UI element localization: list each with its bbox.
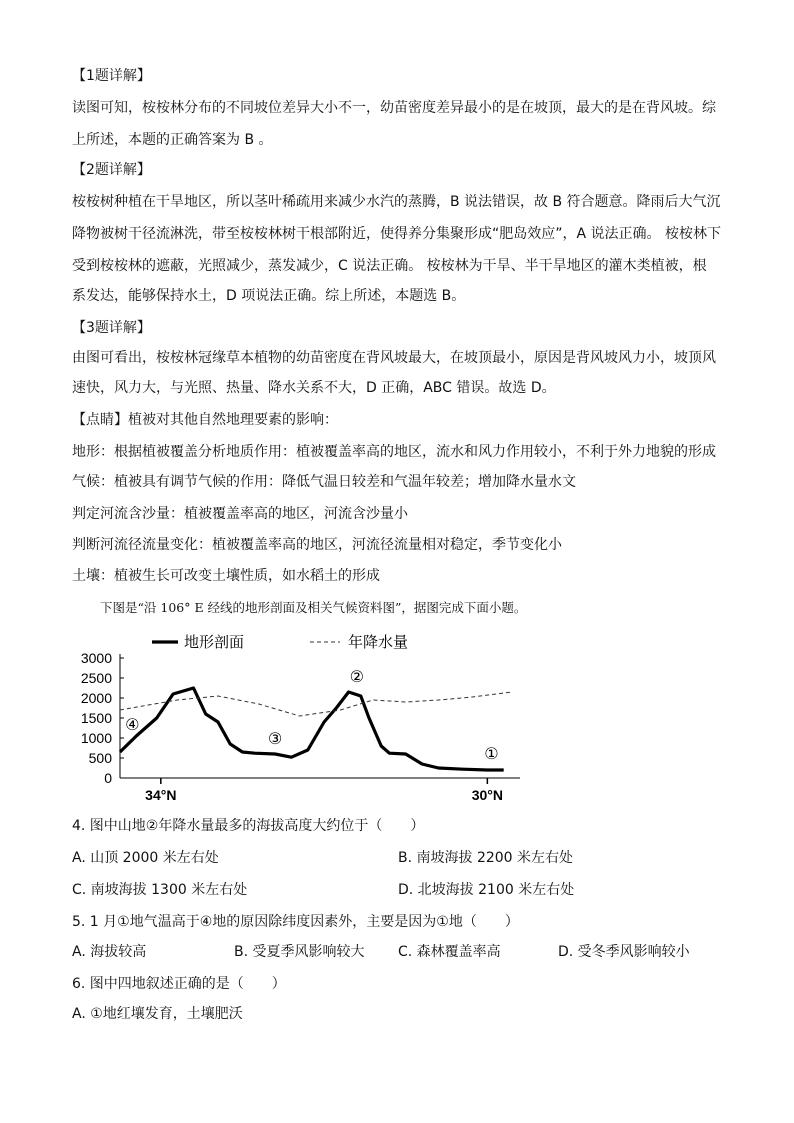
heading-q2: 【2题详解】 — [72, 162, 151, 178]
q5-option-c[interactable]: C. 森林覆盖率高 — [398, 944, 501, 960]
text-line: 读图可知，桉桉林分布的不同坡位差异大小不一，幼苗密度差异最小的是在坡顶，最大的是在背风坡。综 — [72, 100, 716, 116]
q6-option-a[interactable]: A. ①地红壤发育，土壤肥沃 — [72, 1006, 243, 1022]
text-line: 上所述，本题的正确答案为 B 。 — [72, 132, 273, 148]
figure-caption: 下图是“沿 106° E 经线的地形剖面及相关气候资料图”，据图完成下面小题。 — [100, 600, 527, 615]
point-label: ① — [484, 744, 499, 764]
tip-line: 判断河流径流量变化：植被覆盖率高的地区，河流径流量相对稳定，季节变化小 — [72, 537, 562, 553]
y-tick-label: 1500 — [80, 710, 112, 726]
y-tick-label: 0 — [104, 770, 112, 786]
tip-line: 地形：根据植被覆盖分析地质作用：植被覆盖率高的地区，流水和风力作用较小，不利于外力地貌的形成 — [72, 444, 716, 460]
legend-terrain-label: 地形剖面 — [184, 633, 245, 651]
point-label: ④ — [125, 715, 140, 734]
point-label: ③ — [267, 729, 283, 748]
text-line: 速快，风力大，与光照、热量、降水关系不大，D 正确，ABC 错误。故选 D。 — [72, 380, 556, 396]
heading-q1: 【1题详解】 — [72, 68, 151, 84]
y-tick-label: 2000 — [80, 690, 112, 706]
q5-option-b[interactable]: B. 受夏季风影响较大 — [234, 944, 365, 960]
heading-q3: 【3题详解】 — [72, 320, 151, 336]
y-tick-label: 3000 — [80, 650, 112, 666]
q4-option-d[interactable]: D. 北坡海拔 2100 米左右处 — [398, 882, 575, 898]
q4-option-b[interactable]: B. 南坡海拔 2200 米左右处 — [398, 850, 574, 866]
point-label: ② — [349, 667, 364, 686]
q5-option-a[interactable]: A. 海拔较高 — [72, 944, 147, 960]
question-6-stem: 6. 图中四地叙述正确的是（ ） — [72, 976, 286, 992]
x-tick-label: 34°N — [145, 787, 177, 803]
text-line: 受到桉桉林的遮蔽，光照减少，蒸发减少，C 说法正确。 桉桉林为干旱、半干旱地区的灌木类植被，根 — [72, 258, 707, 274]
text-line: 系发达，能够保持水土，D 项说法正确。综上所述，本题选 B。 — [72, 288, 466, 304]
y-tick-label: 500 — [88, 750, 112, 766]
precipitation-line — [120, 692, 512, 716]
terrain-precip-chart — [70, 626, 520, 806]
y-tick-label: 2500 — [80, 670, 112, 686]
q5-option-d[interactable]: D. 受冬季风影响较小 — [558, 944, 690, 960]
question-4-stem: 4. 图中山地②年降水量最多的海拔高度大约位于（ ） — [72, 818, 425, 834]
tips-heading: 【点睛】植被对其他自然地理要素的影响： — [72, 412, 338, 428]
legend-precip-label: 年降水量 — [348, 633, 409, 651]
text-line: 桉桉树种植在干旱地区，所以茎叶稀疏用来减少水汽的蒸腾，B 说法错误，故 B 符合题意。降雨后大气沉 — [72, 194, 721, 210]
q4-option-c[interactable]: C. 南坡海拔 1300 米左右处 — [72, 882, 248, 898]
tip-line: 判定河流含沙量：植被覆盖率高的地区，河流含沙量小 — [72, 506, 408, 522]
text-line: 降物被树干径流淋洗，带至桉桉林树干根部附近，使得养分集聚形成“肥岛效应”，A 说法正确。 桉桉林下 — [72, 226, 721, 242]
tip-line: 土壤：植被生长可改变土壤性质，如水稻土的形成 — [72, 568, 380, 584]
x-tick-label: 30°N — [471, 787, 503, 803]
y-tick-label: 1000 — [80, 730, 112, 746]
q4-option-a[interactable]: A. 山顶 2000 米左右处 — [72, 850, 219, 866]
text-line: 由图可看出，桉桉林冠缘草本植物的幼苗密度在背风坡最大，在坡顶最小，原因是背风坡风力小，坡顶风 — [72, 350, 716, 366]
tip-line: 气候：植被具有调节气候的作用：降低气温日较差和气温年较差；增加降水量水文 — [72, 474, 576, 490]
question-5-stem: 5. 1 月①地气温高于④地的原因除纬度因素外，主要是因为①地（ ） — [72, 914, 519, 930]
